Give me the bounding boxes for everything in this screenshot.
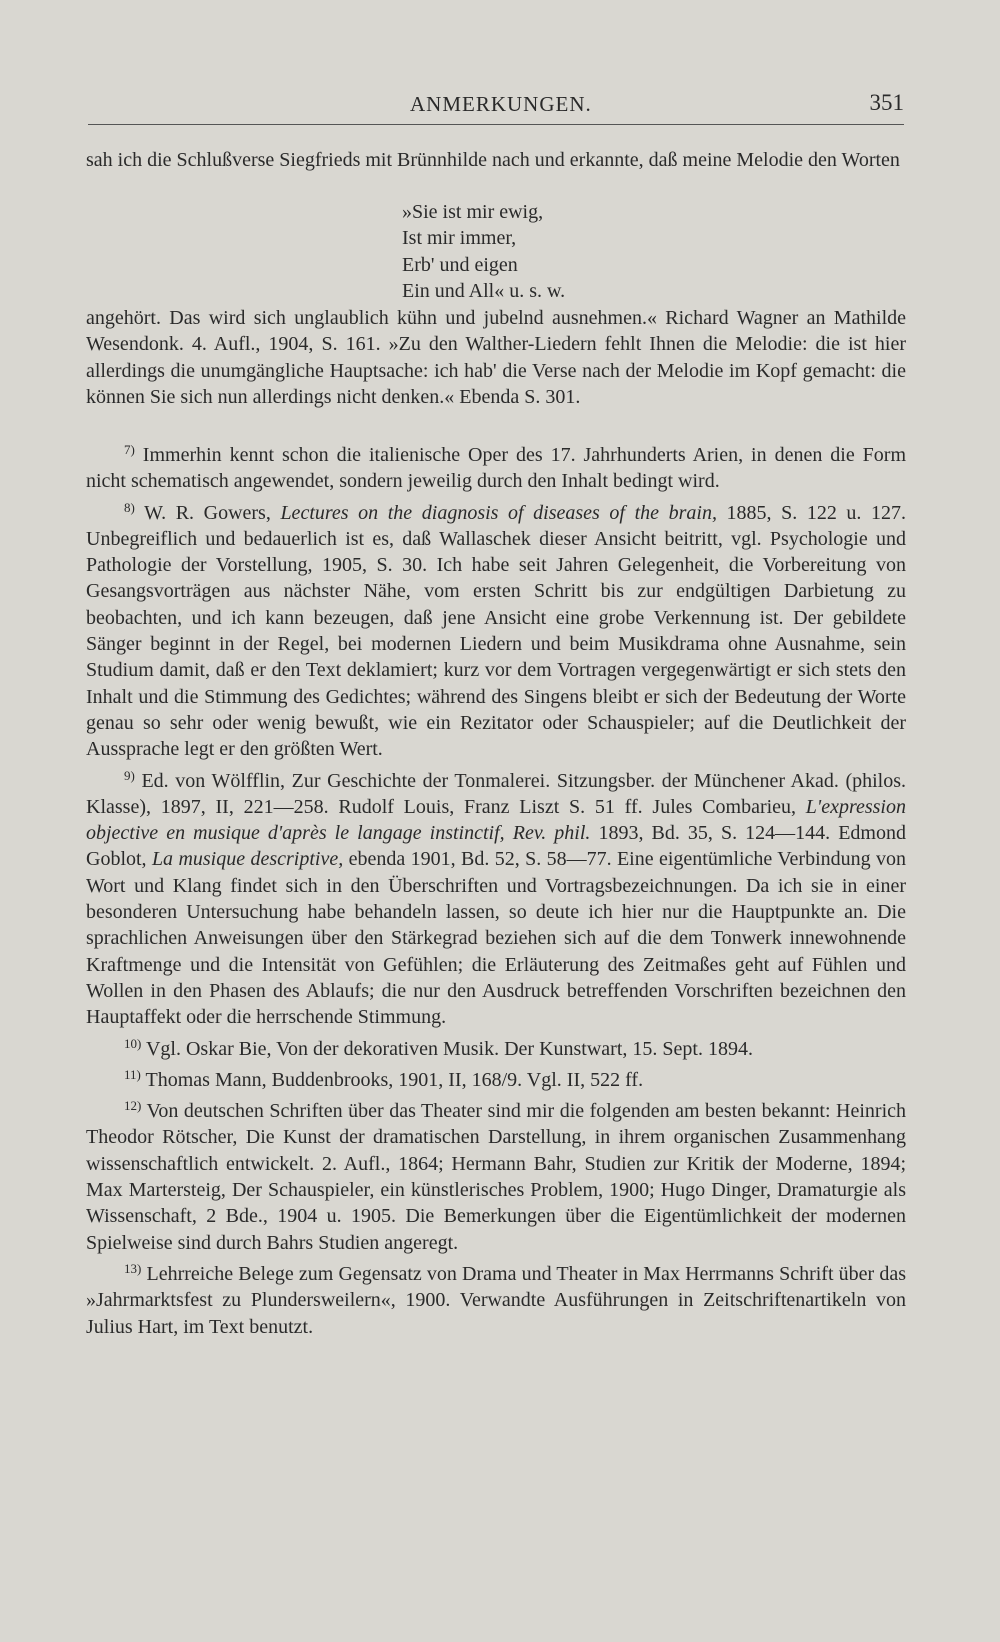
verse-line: Erb' und eigen — [402, 253, 518, 276]
footnotes — [86, 437, 906, 1340]
footnote-12 — [86, 1093, 906, 1256]
footnote-text: Lehrreiche Belege zum Gegensatz von Drama und Theater in Max Herrmanns Schrift über das »Jahrmarktsfest zu Plundersweilern«, 1900. Verwandte Ausführungen in Zeitschriftenartikeln von Julius Hart, im Text benutzt. — [86, 1262, 906, 1338]
footnote-marker: 8) — [124, 499, 135, 515]
footnote-marker: 11) — [124, 1066, 141, 1082]
footnote-text: ebenda 1901, Bd. 52, S. 58—77. Eine eigentümliche Verbindung von Wort und Klang findet sich in den Überschriften und Vortragsbezeichnungen. Da ich sie in einer besonderen Untersuchung habe behandeln lassen, so deute ich hier nur die Hauptpunkte an. Die sprachlichen Anweisungen über den Stärkegrad beziehen sich auf die dem Tonwerk innewohnende Kraftmenge und die Intensität von Gefühlen; die Erläuterung des Zeitmaßes geht auf Fühlen und Wollen in den Phasen des Ablaufs; die nur den Ausdruck betreffenden Vorschriften bezeichnen den Hauptaffekt oder die herrschende Stimmung. — [86, 848, 907, 1029]
verse-line: »Sie ist mir ewig, — [402, 201, 544, 223]
footnote-text: W. R. Gowers, — [144, 501, 281, 524]
footnote-text: Immerhin kennt schon die italienische Oper des 17. Jahrhunderts Arien, in denen die Form nicht schematisch angewendet, sondern jeweilig durch den Inhalt bedingt wird. — [86, 444, 906, 493]
page-number: 351 — [869, 90, 904, 115]
footnote-marker: 13) — [124, 1260, 142, 1276]
footnote-text: Von deutschen Schriften über das Theater sind mir die folgenden am besten bekannt: Heinrich Theodor Rötscher, Die Kunst der dramatischen Darstellung, in ihrem organischen Zusammenhang wissenschaftlich entwickelt. 2. Aufl., 1864; Hermann Bahr, Studien zur Kritik der Moderne, 1894; Max Martersteig, Der Schauspieler, ein künstlerisches Problem, 1900; Hugo Dinger, Dramaturgie als Wissenschaft, 2 Bde., 1904 u. 1905. Die Bemerkungen über die Eigentümlichkeit der modernen Spielweise sind durch Bahrs Studien angeregt. — [86, 1100, 907, 1254]
continuation-paragraph: angehört. Das wird sich unglaublich kühn und jubelnd ausnehmen.« Richard Wagner an Mathilde Wesendonk. 4. Aufl., 1904, S. 161. »Zu den Walther-Liedern fehlt Ihnen die Melodie: die ist hier allerdings die unumgängliche Hauptsache: ich hab' die Verse nach der Melodie im Kopf gemacht: die können Sie sich nun allerdings nicht denken.« Ebenda S. 301. — [86, 307, 906, 408]
verse-quote — [402, 199, 565, 304]
footnote-marker: 7) — [124, 442, 135, 457]
footnote-11 — [86, 1062, 906, 1093]
footnote-title: La musique descriptive, — [151, 848, 344, 871]
footnote-text: 1893, Bd. 35, S. 124—144. Edmond Goblot, — [86, 822, 906, 871]
footnote-9 — [86, 763, 906, 1031]
intro-paragraph: sah ich die Schlußverse Siegfrieds mit Brünnhilde nach und erkannte, daß meine Melodie den Worten — [86, 149, 900, 171]
footnote-title: Lectures on the diagnosis of diseases of the brain, — [280, 501, 717, 524]
footnote-text: Thomas Mann, Buddenbrooks, 1901, II, 168/9. Vgl. II, 522 ff. — [145, 1068, 644, 1091]
footnote-text: 1885, S. 122 u. 127. Unbegreiflich und bedauerlich ist es, daß Wallaschek dieser Ansicht beitritt, vgl. Psychologie und Pathologie der Vorstellung, 1905, S. 30. Ich habe seit Jahren Gelegenheit, die Vorbereitung von Gesangsvorträgen aus nächster Nähe, vom ersten Schritt bis zur endgültigen Darbietung zu beobachten, und ich kann bezeugen, daß jene Ansicht eine grobe Verkennung ist. Der gebildete Sänger beginnt in der Regel, bei modernen Liedern und beim Musikdrama ohne Ausnahme, sein Studium damit, daß er den Text deklamiert; kurz vor dem Vortragen vergegenwärtigt er sich stets den Inhalt und die Stimmung des Gedichtes; während des Singens bleibt er sich der Bedeutung der Worte genau so sehr oder wenig bewußt, wie ein Rezitator oder Schauspieler; auf die Deutlichkeit der Aussprache legt er den größten Wert. — [86, 501, 907, 761]
footnote-text: Ed. von Wölfflin, Zur Geschichte der Tonmalerei. Sitzungsber. der Münchener Akad. (philos. Klasse), 1897, II, 221—258. Rudolf Louis, Franz Liszt S. 51 ff. Jules Combarieu, — [86, 769, 907, 818]
footnote-marker: 12) — [124, 1098, 142, 1114]
footnote-text: Vgl. Oskar Bie, Von der dekorativen Musik. Der Kunstwart, 15. Sept. 1894. — [145, 1037, 753, 1060]
verse-line: Ein und All« u. s. w. — [402, 279, 566, 302]
running-head-title: ANMERKUNGEN. — [410, 92, 592, 116]
footnote-marker: 9) — [124, 767, 135, 783]
verse-line: Ist mir immer, — [402, 227, 517, 250]
footnote-10 — [86, 1031, 906, 1062]
footnote-7 — [86, 437, 906, 495]
footnote-8 — [86, 495, 906, 763]
footnote-13 — [86, 1256, 906, 1340]
running-head — [88, 88, 904, 125]
footnote-title: L'expression objective en musique d'après le langage instinctif, Rev. phil. — [86, 795, 906, 845]
footnote-marker: 10) — [124, 1035, 142, 1051]
